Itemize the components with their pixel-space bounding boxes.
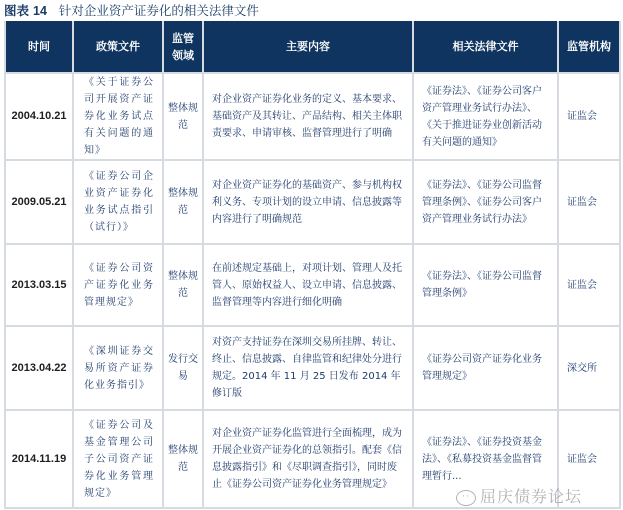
caption-title: 针对企业资产证券化的相关法律文件 — [58, 3, 259, 18]
cell-content: 对企业资产证券化监管进行全面梳理，成为开展企业资产证券化的总领指引。配套《信息披露指引》和《尽职调查指引》，同时废止《证券公司资产证券化业务管理规定》 — [203, 410, 413, 508]
cell-policy: 《证券公司企业资产证券化业务试点指引（试行）》 — [73, 160, 163, 244]
cell-domain: 整体规范 — [163, 410, 203, 508]
cell-content: 对企业资产证券化的基础资产、参与机构权利义务、专项计划的设立申请、信息披露等内容进行了明确规范 — [203, 160, 413, 244]
table-row — [5, 244, 620, 326]
watermark — [456, 484, 582, 507]
cell-domain: 发行交易 — [163, 326, 203, 410]
header-laws: 相关法律文件 — [413, 21, 558, 73]
cell-policy: 《深圳证券交易所资产证券化业务指引》 — [73, 326, 163, 410]
cell-date: 2004.10.21 — [5, 73, 73, 160]
cell-domain: 整体规范 — [163, 73, 203, 160]
wechat-icon: ·· — [456, 490, 476, 506]
cell-agency: 证监会 — [558, 410, 620, 508]
cell-laws: 《证券法》、《证券公司客户资产管理业务试行办法》、《关于推进证券业创新活动有关问题的通知》 — [413, 73, 558, 160]
header-domain-line1: 监管 — [172, 31, 194, 45]
cell-laws: 《证券法》、《证券公司监督管理条例》、《证券公司客户资产管理业务试行办法》 — [413, 160, 558, 244]
header-agency: 监管机构 — [558, 21, 620, 73]
watermark-text: 屈庆债券论坛 — [480, 487, 583, 506]
table-row — [5, 160, 620, 244]
cell-agency: 深交所 — [558, 326, 620, 410]
caption-label: 图表 — [4, 3, 30, 18]
cell-content: 在前述规定基础上，对项计划、管理人及托管人、原始权益人、设立申请、信息披露、监督管理等内容进行细化明确 — [203, 244, 413, 326]
table-row — [5, 326, 620, 410]
cell-policy: 《证券公司资产证券化业务管理规定》 — [73, 244, 163, 326]
figure-caption — [4, 2, 259, 20]
cell-date: 2014.11.19 — [5, 410, 73, 508]
cell-domain: 整体规范 — [163, 244, 203, 326]
caption-number: 14 — [33, 4, 47, 18]
cell-domain: 整体规范 — [163, 160, 203, 244]
cell-content: 对企业资产证券化业务的定义、基本要求、基础资产及其转让、产品结构、相关主体职责要求、申请审核、监督管理进行了明确 — [203, 73, 413, 160]
cell-laws: 《证券法》、《证券公司监督管理条例》 — [413, 244, 558, 326]
cell-agency: 证监会 — [558, 160, 620, 244]
cell-agency: 证监会 — [558, 73, 620, 160]
cell-laws: 《证券公司资产证券化业务管理规定》 — [413, 326, 558, 410]
header-content: 主要内容 — [203, 21, 413, 73]
cell-policy: 《证券公司及基金管理公司子公司资产证券化业务管理规定》 — [73, 410, 163, 508]
header-policy: 政策文件 — [73, 21, 163, 73]
table-row — [5, 73, 620, 160]
table-header-row — [5, 21, 620, 73]
cell-laws: 《证券法》、《证券投资基金法》、《私募投资基金监督管理暂行... — [413, 410, 558, 508]
cell-date: 2013.04.22 — [5, 326, 73, 410]
header-date: 时间 — [5, 21, 73, 73]
cell-policy: 《关于证券公司开展资产证券化业务试点有关问题的通知》 — [73, 73, 163, 160]
cell-date: 2013.03.15 — [5, 244, 73, 326]
header-domain-line2: 领域 — [172, 48, 194, 62]
cell-agency: 证监会 — [558, 244, 620, 326]
cell-content: 对资产支持证券在深圳交易所挂牌、转让、终止、信息披露、自律监管和纪律处分进行规定。2014 年 11 月 25 日发布 2014 年修订版 — [203, 326, 413, 410]
legal-documents-table — [4, 21, 621, 509]
header-domain — [163, 21, 203, 73]
cell-date: 2009.05.21 — [5, 160, 73, 244]
